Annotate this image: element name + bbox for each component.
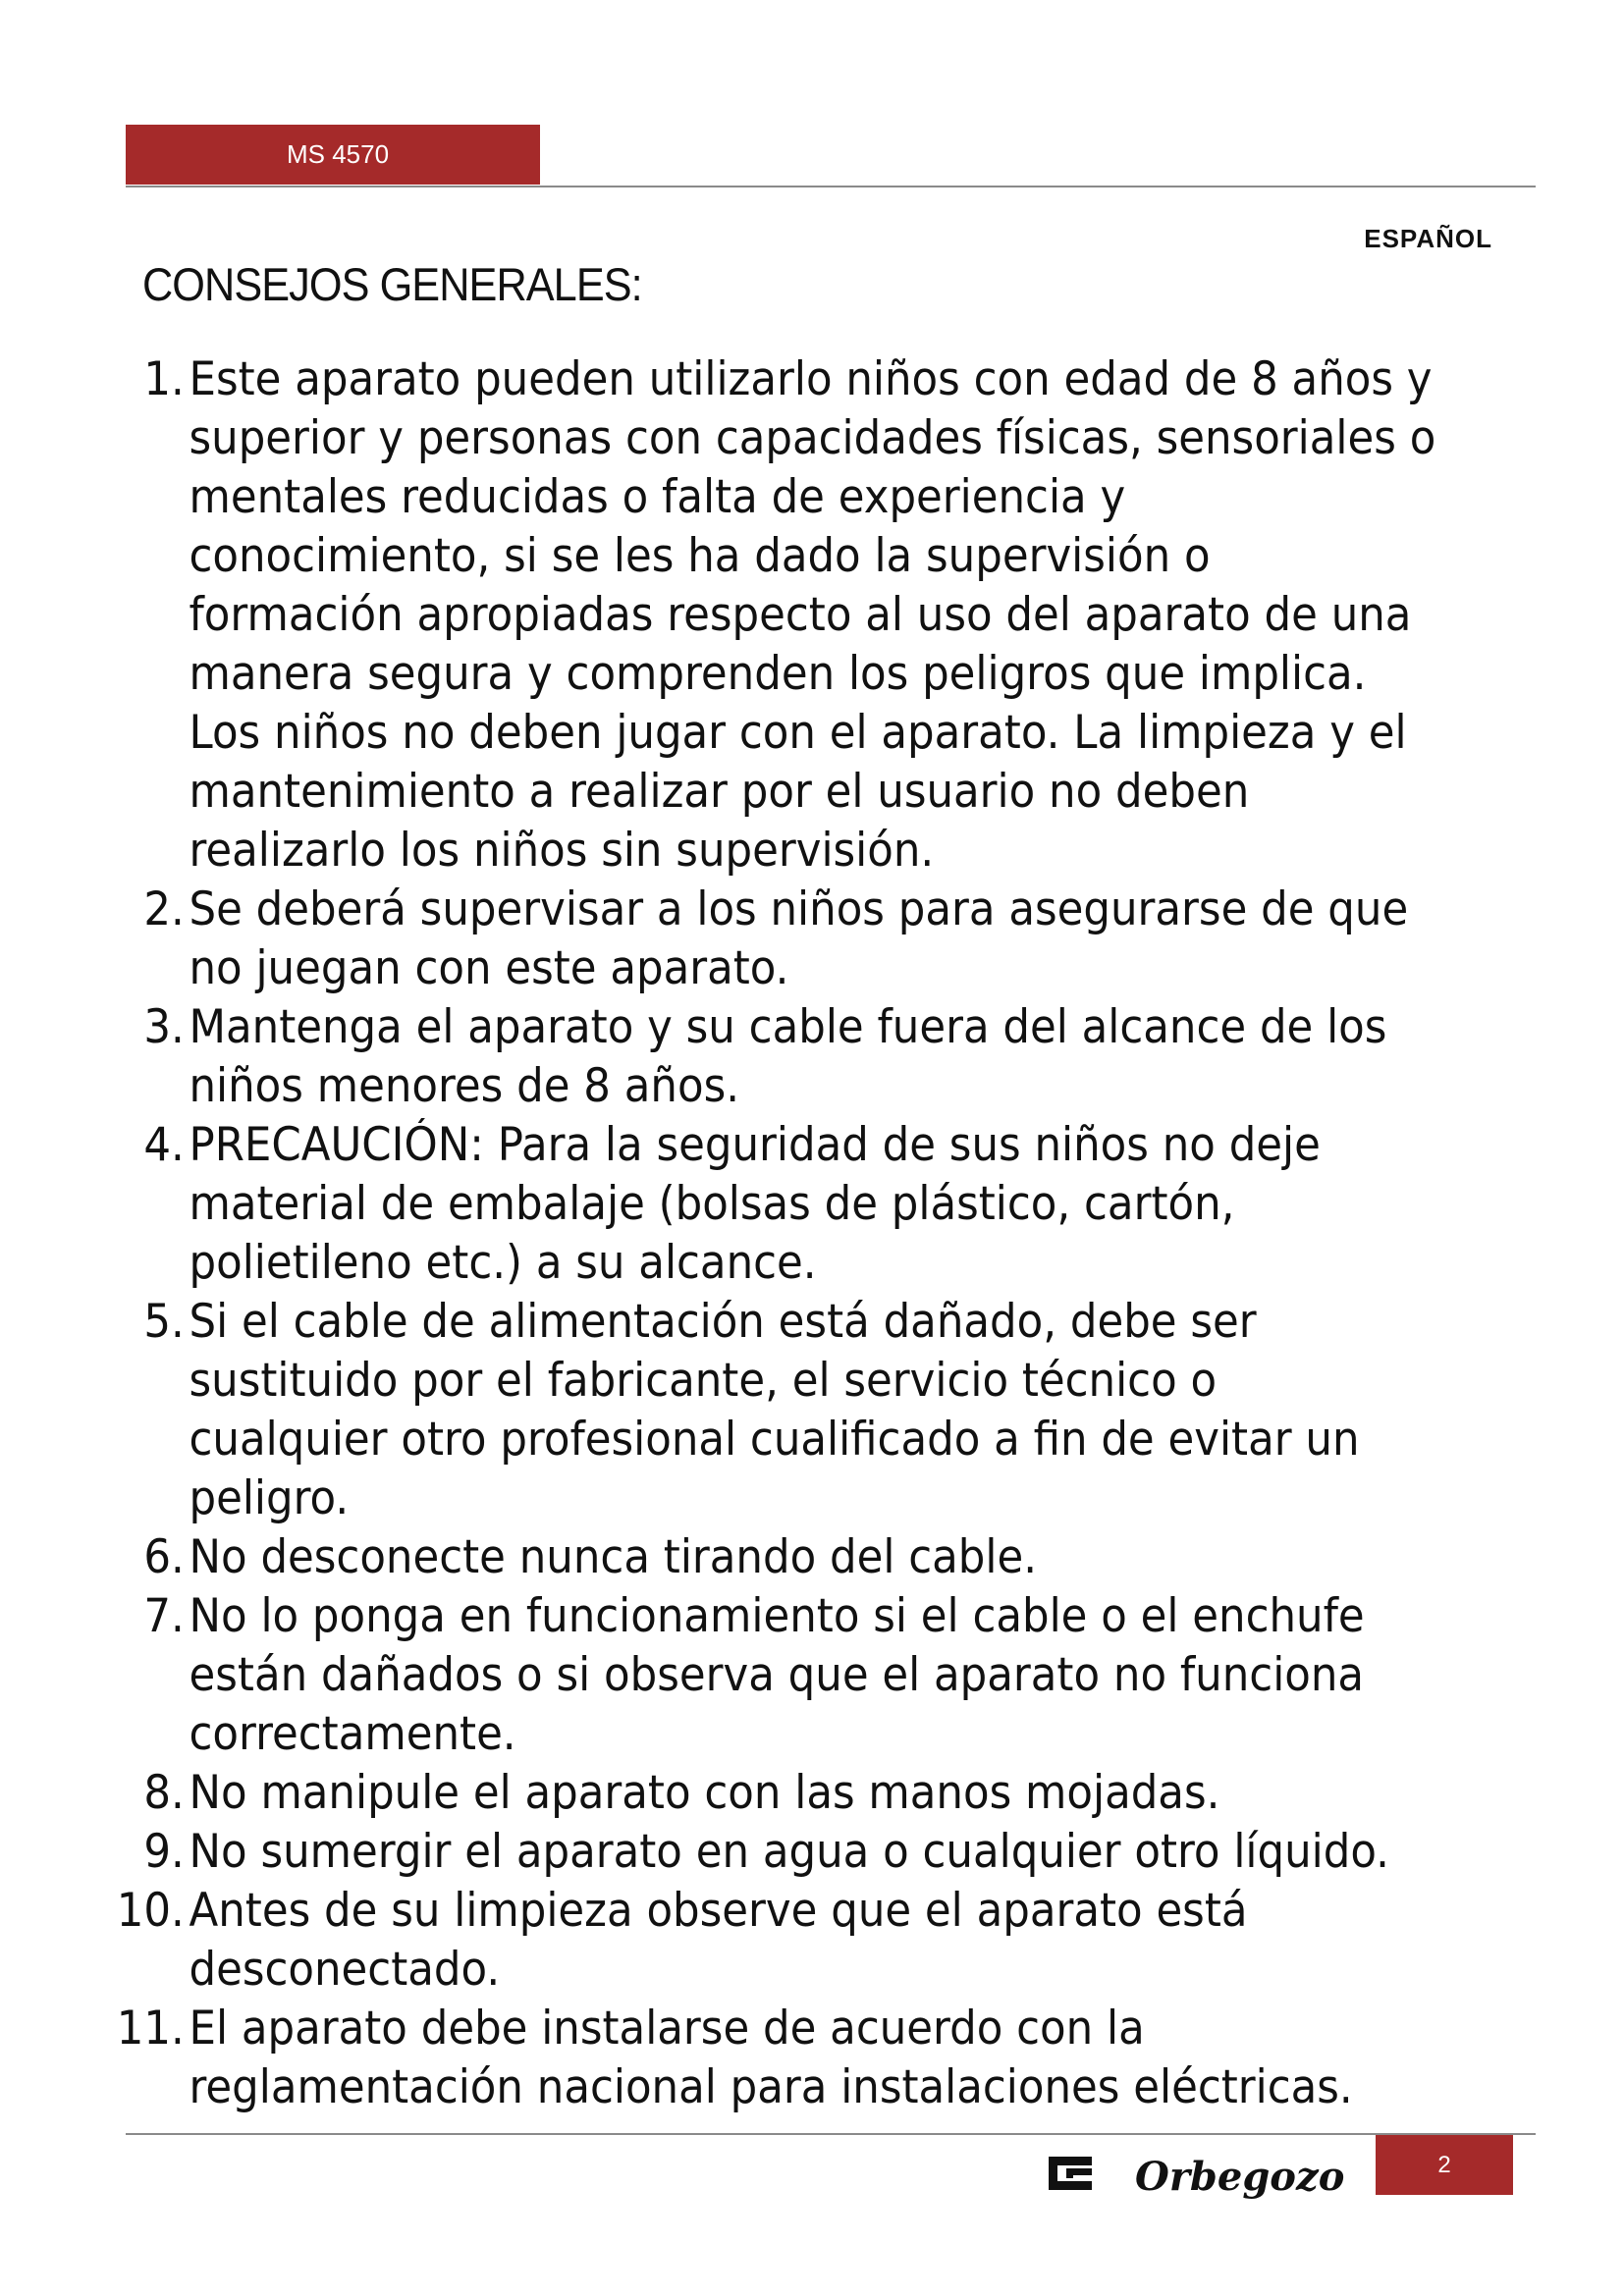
item-text-line: están dañados o si observa que el aparato no funciona [189, 1648, 1365, 1702]
advice-item [98, 1116, 1415, 1293]
advice-item [98, 2000, 1415, 2117]
model-tab [126, 125, 540, 185]
item-text-line: Se deberá supervisar a los niños para asegurarse de que [189, 882, 1409, 936]
item-text-line: polietileno etc.) a su alcance. [189, 1236, 817, 1290]
item-text-line: no juegan con este aparato. [189, 941, 789, 995]
item-text-line: No lo ponga en funcionamiento si el cable o el enchufe [189, 1589, 1365, 1643]
item-number: 2. [143, 882, 185, 936]
item-number: 7. [143, 1589, 185, 1643]
page-number-box [1376, 2135, 1513, 2195]
item-number: 4. [143, 1118, 185, 1172]
brand-logo [1049, 2145, 1363, 2204]
item-text-line: Mantenga el aparato y su cable fuera del alcance de los [189, 1000, 1387, 1054]
item-text-line: No desconecte nunca tirando del cable. [189, 1530, 1038, 1584]
footer-divider [126, 2133, 1536, 2135]
item-number: 10. [116, 1884, 185, 1938]
item-text-line: niños menores de 8 años. [189, 1059, 740, 1113]
item-number: 5. [143, 1295, 185, 1349]
advice-item [98, 998, 1415, 1116]
language-label: ESPAÑOL [1364, 224, 1492, 253]
item-text-line: peligro. [189, 1471, 350, 1525]
advice-item [98, 350, 1436, 881]
advice-item [98, 1528, 1415, 1587]
item-text-line: No sumergir el aparato en agua o cualquier otro líquido. [189, 1825, 1389, 1879]
item-text-line: Antes de su limpieza observe que el aparato está [189, 1884, 1248, 1938]
header-divider [126, 186, 1536, 187]
item-text-line: formación apropiadas respecto al uso del aparato de una [189, 588, 1412, 642]
item-text-line: cualquier otro profesional cualificado a fin de evitar un [189, 1413, 1360, 1467]
item-text-line: desconectado. [189, 1943, 501, 1997]
item-text-line: manera segura y comprenden los peligros que implica. [189, 647, 1367, 701]
item-number: 11. [116, 2002, 185, 2056]
item-text-line: Si el cable de alimentación está dañado, debe ser [189, 1295, 1257, 1349]
item-text-line: material de embalaje (bolsas de plástico, cartón, [189, 1177, 1235, 1231]
item-text-line: sustituido por el fabricante, el servicio técnico o [189, 1354, 1218, 1408]
item-text-line: conocimiento, si se les ha dado la supervisión o [189, 529, 1211, 583]
item-text-line: No manipule el aparato con las manos mojadas. [189, 1766, 1220, 1820]
advice-item [98, 881, 1415, 998]
item-number: 1. [143, 352, 185, 406]
item-text-line: correctamente. [189, 1707, 516, 1761]
item-text-line: superior y personas con capacidades físicas, sensoriales o [189, 411, 1436, 465]
advice-item [98, 1823, 1415, 1882]
item-text-line: realizarlo los niños sin supervisión. [189, 824, 935, 878]
item-text-line: El aparato debe instalarse de acuerdo con la [189, 2002, 1145, 2056]
item-number: 3. [143, 1000, 185, 1054]
item-text-line: mantenimiento a realizar por el usuario no deben [189, 765, 1250, 819]
item-number: 9. [143, 1825, 185, 1879]
page-number: 2 [1437, 2151, 1451, 2178]
item-text-line: PRECAUCIÓN: Para la seguridad de sus niños no deje [189, 1118, 1321, 1172]
item-text-line: reglamentación nacional para instalaciones eléctricas. [189, 2060, 1353, 2114]
item-number: 6. [143, 1530, 185, 1584]
item-text-line: mentales reducidas o falta de experiencia y [189, 470, 1126, 524]
advice-item [98, 1882, 1415, 2000]
model-label: MS 4570 [287, 139, 390, 169]
item-text-line: Los niños no deben jugar con el aparato. La limpieza y el [189, 706, 1407, 760]
advice-item [98, 1764, 1415, 1823]
section-title: CONSEJOS GENERALES: [142, 258, 642, 310]
advice-item [98, 1587, 1415, 1764]
item-text-line: Este aparato pueden utilizarlo niños con edad de 8 años y [189, 352, 1433, 406]
item-number: 8. [143, 1766, 185, 1820]
advice-item [98, 1293, 1415, 1528]
brand-wordmark: Orbegozo [1135, 2154, 1345, 2200]
advice-list [98, 350, 1522, 2117]
